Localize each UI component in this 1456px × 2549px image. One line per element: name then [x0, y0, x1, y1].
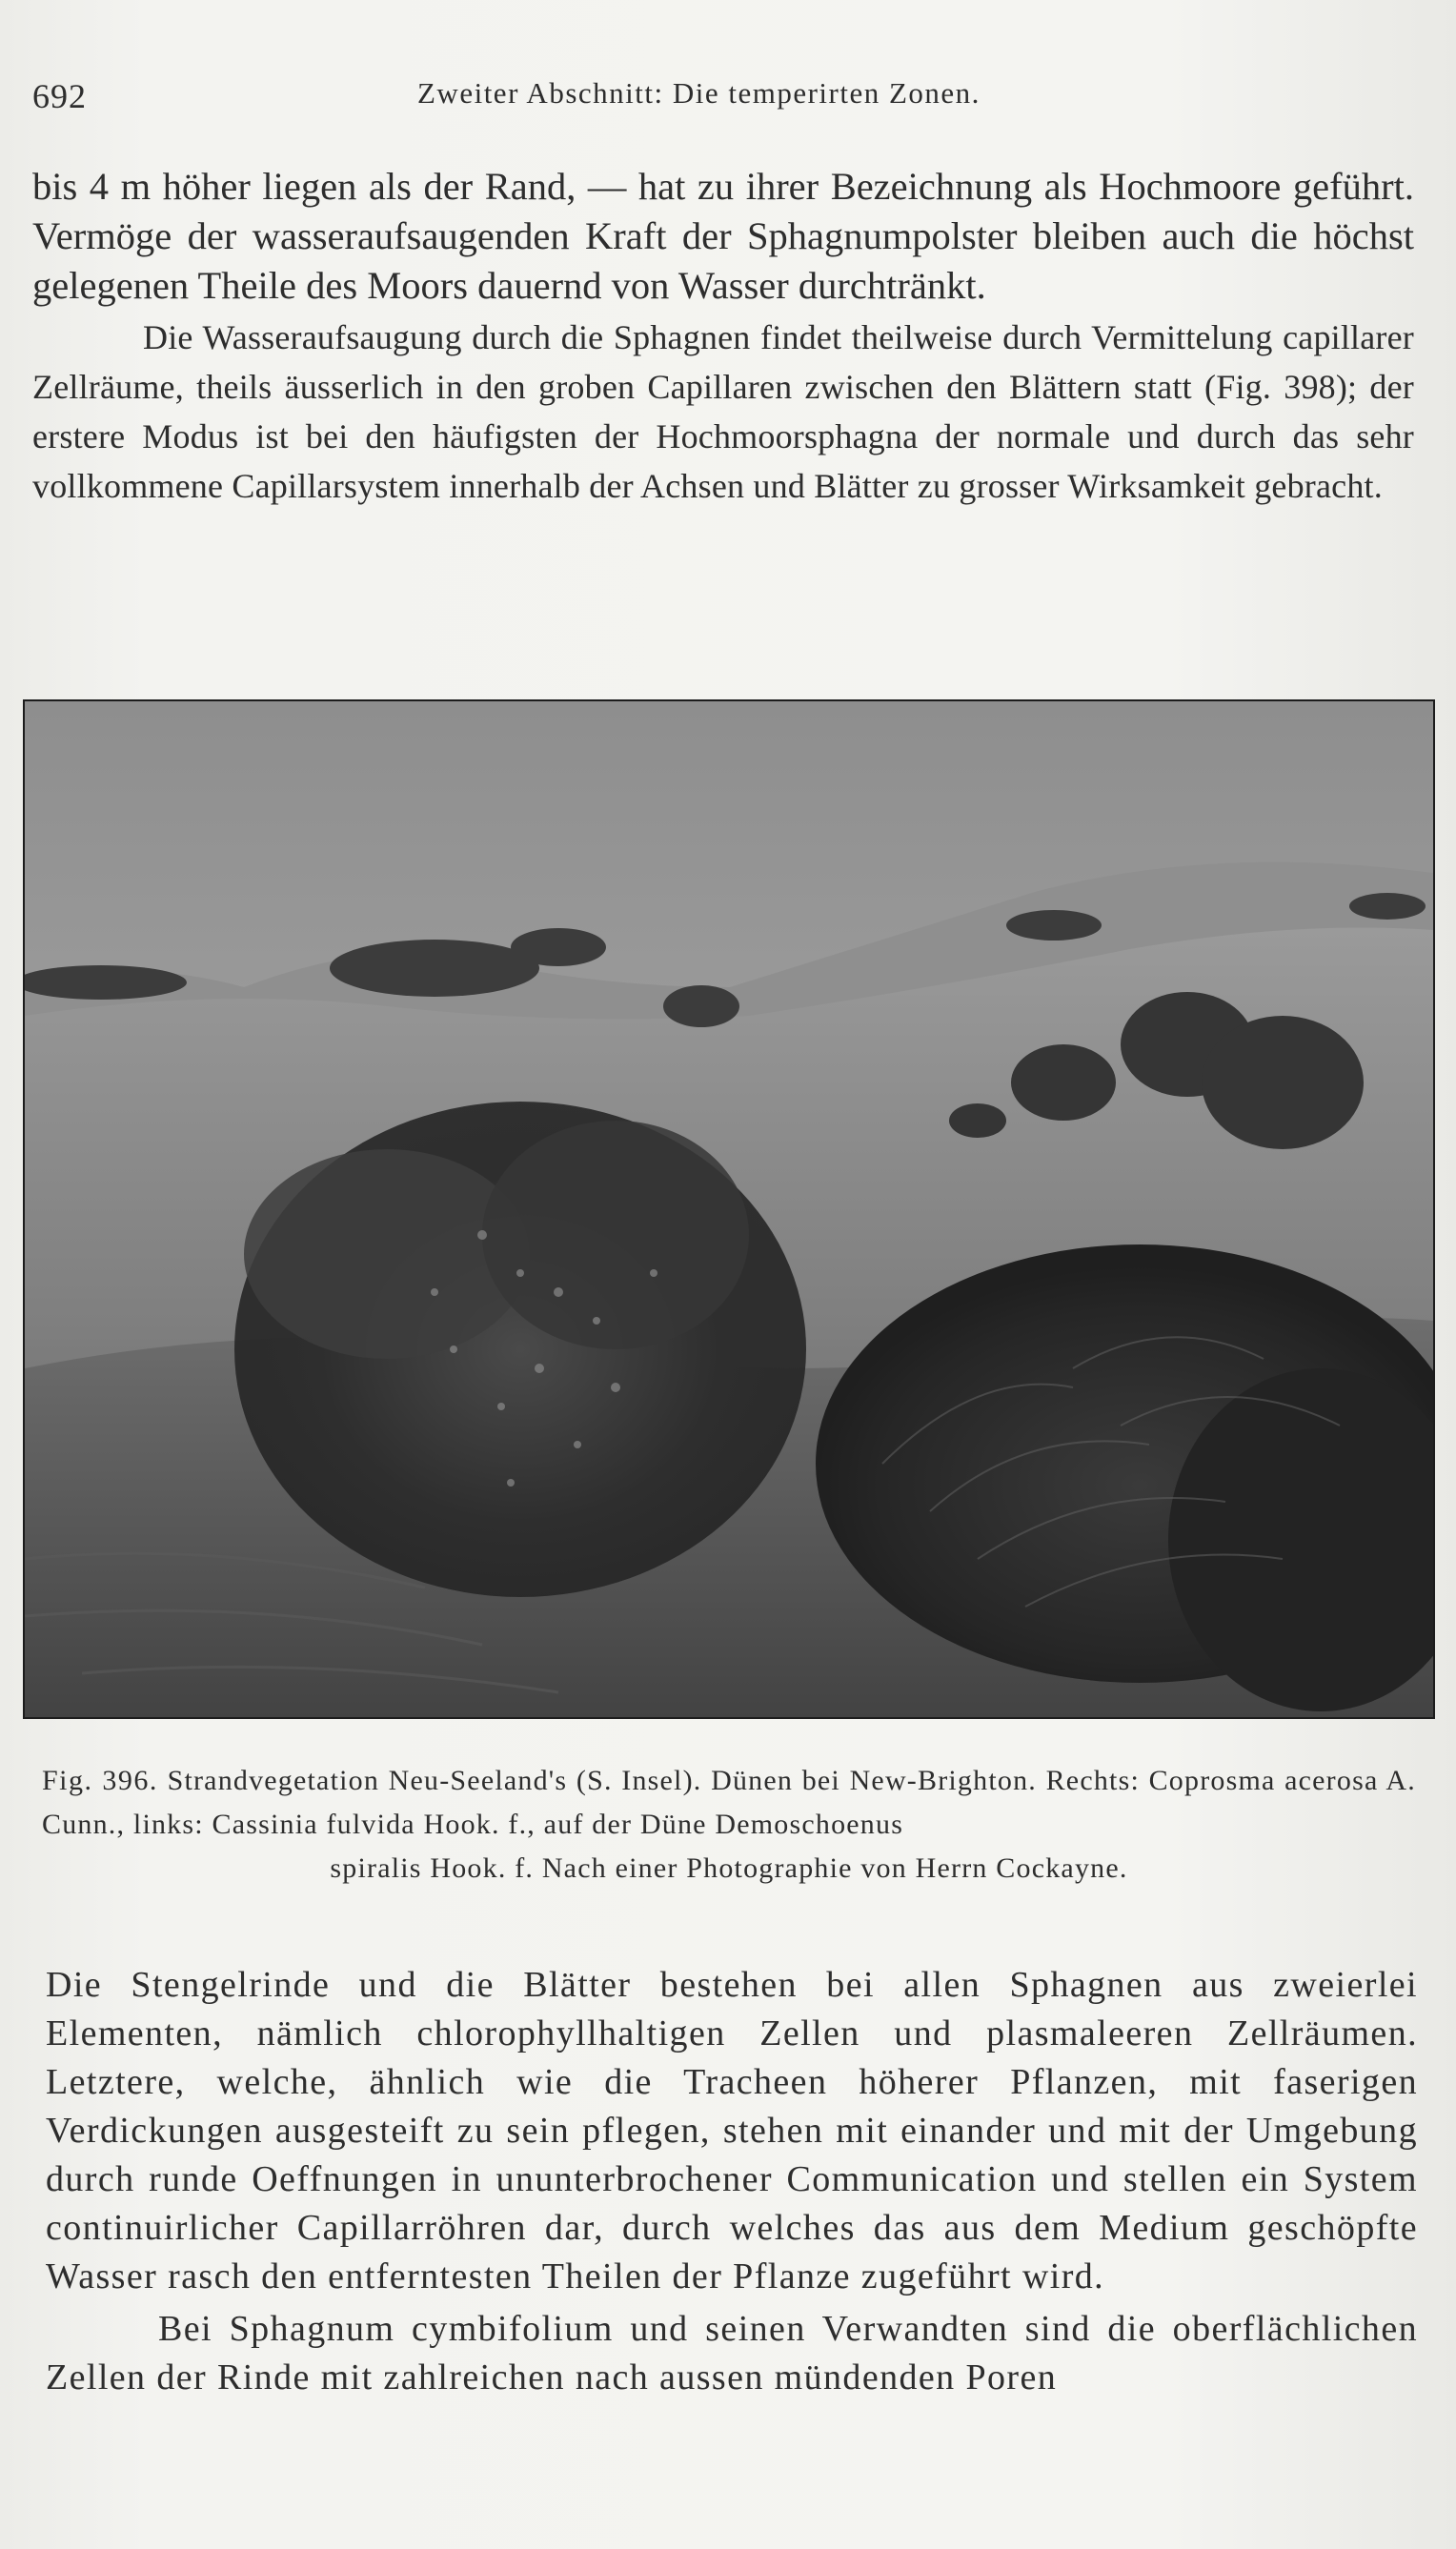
paragraph: Die Stengelrinde und die Blätter bestehen bei allen Sphagnen aus zweierlei Elementen, nämlich chlorophyllhaltigen Zellen und plasmaleeren Zellräumen. Letztere, welche, ähnlich wie die Tracheen höherer Pflanzen, mit faserigen Verdickungen ausgesteift zu sein pflegen, stehen mit einander und mit der Umgebung durch runde Oeffnungen in ununterbrochener Communication und stellen ein System continuirlicher Capillarröhren dar, durch welches das aus dem Medium geschöpfte Wasser rasch den entferntesten Theilen der Pflanze zugeführt wird.	[46, 1965, 1418, 2296]
running-header	[32, 72, 1424, 120]
paragraph: Die Wasseraufsaugung durch die Sphagnen findet theilweise durch Vermittelung capillarer Zellräume, theils äusserlich in den groben Capillaren zwischen den Blättern statt (Fig. 398); der erstere Modus ist bei den häufigsten der Hochmoorsphagna der normale und durch das sehr vollkommene Capillarsystem innerhalb der Achsen und Blätter zu grosser Wirksamkeit gebracht.	[32, 318, 1414, 505]
text-block-bottom	[46, 1961, 1418, 2402]
dune-photo-illustration	[25, 701, 1433, 1717]
caption-text: Strandvegetation Neu-Seeland's (S. Insel). Dünen bei New-Brighton. Rechts: Coprosma acerosa A. Cunn., links: Cassinia fulvida Hook. f., auf der Düne Demoschoenus	[42, 1765, 1416, 1840]
figure-caption	[42, 1759, 1416, 1891]
figure-photograph	[23, 699, 1435, 1719]
page-number: 692	[32, 77, 87, 115]
running-title: Zweiter Abschnitt: Die temperirten Zonen.	[417, 76, 981, 110]
paragraph: bis 4 m höher liegen als der Rand, — hat zu ihrer Bezeichnung als Hochmoore geführt. Vermöge der wasseraufsaugenden Kraft der Sphagnumpolster bleiben auch die höchst gelegenen Theile des Moors dauernd von Wasser durchtränkt.	[32, 165, 1414, 307]
cassinia-shrub-left	[234, 1102, 806, 1597]
figure-number: Fig. 396.	[42, 1765, 158, 1796]
text-block-top	[32, 162, 1414, 511]
paragraph: Bei Sphagnum cymbifolium und seinen Verwandten sind die oberflächlichen Zellen der Rinde mit zahlreichen nach aussen mündenden Poren	[46, 2309, 1418, 2397]
caption-text-end: spiralis Hook. f. Nach einer Photographie von Herrn Cockayne.	[330, 1852, 1128, 1884]
